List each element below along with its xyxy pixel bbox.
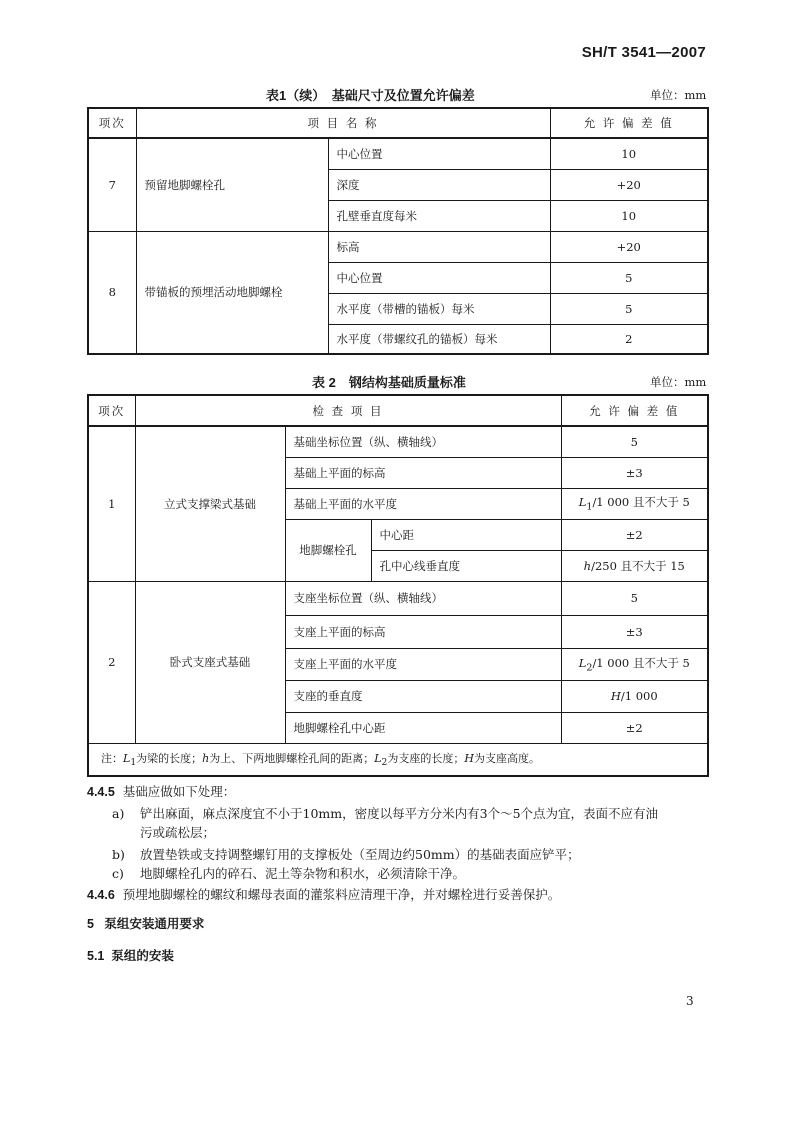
value-cell: ±3 bbox=[561, 457, 708, 488]
item-cell: 支座上平面的水平度 bbox=[285, 648, 561, 680]
value-cell: 5 bbox=[550, 293, 708, 324]
item-cell: 中心位置 bbox=[328, 138, 550, 169]
value-cell: 5 bbox=[561, 581, 708, 615]
table2-header-tolerance: 允 许 偏 差 值 bbox=[561, 395, 708, 426]
value-cell: +20 bbox=[550, 231, 708, 262]
group-name: 预留地脚螺栓孔 bbox=[136, 138, 328, 231]
value-cell: 5 bbox=[550, 262, 708, 293]
table-row bbox=[88, 426, 708, 457]
value-cell: 5 bbox=[561, 426, 708, 457]
group-number: 8 bbox=[88, 231, 136, 354]
value-cell: ±2 bbox=[561, 712, 708, 743]
sub-group-name: 地脚螺栓孔 bbox=[285, 519, 371, 581]
item-cell: 深度 bbox=[328, 169, 550, 200]
section-5-1-heading bbox=[87, 946, 174, 964]
list-item-a-line1: 铲出麻面，麻点深度宜不小于10mm，密度以每平方分米内有3个～5个点为宜，表面不应有油 bbox=[140, 806, 659, 821]
table2-caption: 表 2 钢结构基础质量标准 bbox=[312, 375, 466, 390]
clause-number: 4.4.6 bbox=[87, 888, 115, 902]
table2-note: 注：$L_1$为梁的长度；h为上、下两地脚螺栓孔间的距离；$L_2$为支座的长度；H为支座高度。 bbox=[88, 743, 708, 776]
section-number: 5.1 bbox=[87, 949, 105, 963]
value-cell: $L_2/1$ 000 且不大于 5 bbox=[561, 648, 708, 680]
table-note-row bbox=[88, 743, 708, 776]
list-item-a-line2: 污或疏松层； bbox=[140, 825, 216, 840]
value-cell: H/1 000 bbox=[561, 680, 708, 712]
table2 bbox=[87, 394, 709, 777]
item-cell: 基础坐标位置（纵、横轴线） bbox=[285, 426, 561, 457]
list-label-b: b) bbox=[112, 847, 125, 862]
page-number: 3 bbox=[686, 994, 694, 1008]
group-number: 2 bbox=[88, 581, 135, 743]
table1 bbox=[87, 107, 709, 355]
group-number: 1 bbox=[88, 426, 135, 581]
item-cell: 水平度（带螺纹孔的锚板）每米 bbox=[328, 324, 550, 354]
list-label-a: a) bbox=[112, 806, 125, 821]
group-name: 带锚板的预埋活动地脚螺栓 bbox=[136, 231, 328, 354]
group-name: 立式支撑梁式基础 bbox=[135, 426, 285, 581]
list-label-c: c) bbox=[112, 866, 124, 881]
value-cell: 10 bbox=[550, 200, 708, 231]
table2-header-item: 检 查 项 目 bbox=[135, 395, 561, 426]
item-cell: 基础上平面的标高 bbox=[285, 457, 561, 488]
standard-code: SH/T 3541—2007 bbox=[581, 44, 706, 61]
group-name: 卧式支座式基础 bbox=[135, 581, 285, 743]
clause-4-4-6 bbox=[87, 885, 707, 905]
table2-header-no: 项次 bbox=[88, 395, 135, 426]
table-row bbox=[88, 231, 708, 262]
item-cell: 标高 bbox=[328, 231, 550, 262]
value-cell: 2 bbox=[550, 324, 708, 354]
value-cell: ±3 bbox=[561, 615, 708, 648]
section-title: 泵组的安装 bbox=[111, 949, 174, 963]
table1-header-no: 项次 bbox=[88, 108, 136, 138]
value-cell: h/250 且不大于 15 bbox=[561, 550, 708, 581]
section-title: 泵组安装通用要求 bbox=[104, 917, 205, 931]
clause-4-4-5 bbox=[87, 782, 707, 802]
item-cell: 基础上平面的水平度 bbox=[285, 488, 561, 519]
list-item-c: 地脚螺栓孔内的碎石、泥土等杂物和积水，必须清除干净。 bbox=[140, 866, 466, 881]
item-cell: 孔中心线垂直度 bbox=[371, 550, 561, 581]
item-cell: 孔壁垂直度每米 bbox=[328, 200, 550, 231]
value-cell: 10 bbox=[550, 138, 708, 169]
clause-number: 4.4.5 bbox=[87, 785, 115, 799]
section-number: 5 bbox=[87, 917, 94, 931]
table-row bbox=[88, 138, 708, 169]
item-cell: 水平度（带槽的锚板）每米 bbox=[328, 293, 550, 324]
section-5-heading bbox=[87, 914, 204, 932]
item-cell: 支座的垂直度 bbox=[285, 680, 561, 712]
clause-text: 基础应做如下处理： bbox=[122, 784, 236, 799]
item-cell: 地脚螺栓孔中心距 bbox=[285, 712, 561, 743]
value-cell: +20 bbox=[550, 169, 708, 200]
table1-caption: 表1（续） 基础尺寸及位置允许偏差 bbox=[266, 88, 475, 103]
item-cell: 中心距 bbox=[371, 519, 561, 550]
value-cell: $L_1/1$ 000 且不大于 5 bbox=[561, 488, 708, 519]
table1-header-item: 项 目 名 称 bbox=[136, 108, 550, 138]
item-cell: 中心位置 bbox=[328, 262, 550, 293]
list-item-b: 放置垫铁或支持调整螺钉用的支撑板处（至周边约50mm）的基础表面应铲平； bbox=[140, 847, 580, 862]
value-cell: ±2 bbox=[561, 519, 708, 550]
item-cell: 支座上平面的标高 bbox=[285, 615, 561, 648]
group-number: 7 bbox=[88, 138, 136, 231]
table-row bbox=[88, 581, 708, 615]
item-cell: 支座坐标位置（纵、横轴线） bbox=[285, 581, 561, 615]
clause-text: 预埋地脚螺栓的螺纹和螺母表面的灌浆料应清理干净，并对螺栓进行妥善保护。 bbox=[122, 887, 561, 902]
table2-unit: 单位：mm bbox=[650, 375, 707, 389]
table1-unit: 单位：mm bbox=[650, 88, 707, 102]
table1-header-tolerance: 允 许 偏 差 值 bbox=[550, 108, 708, 138]
